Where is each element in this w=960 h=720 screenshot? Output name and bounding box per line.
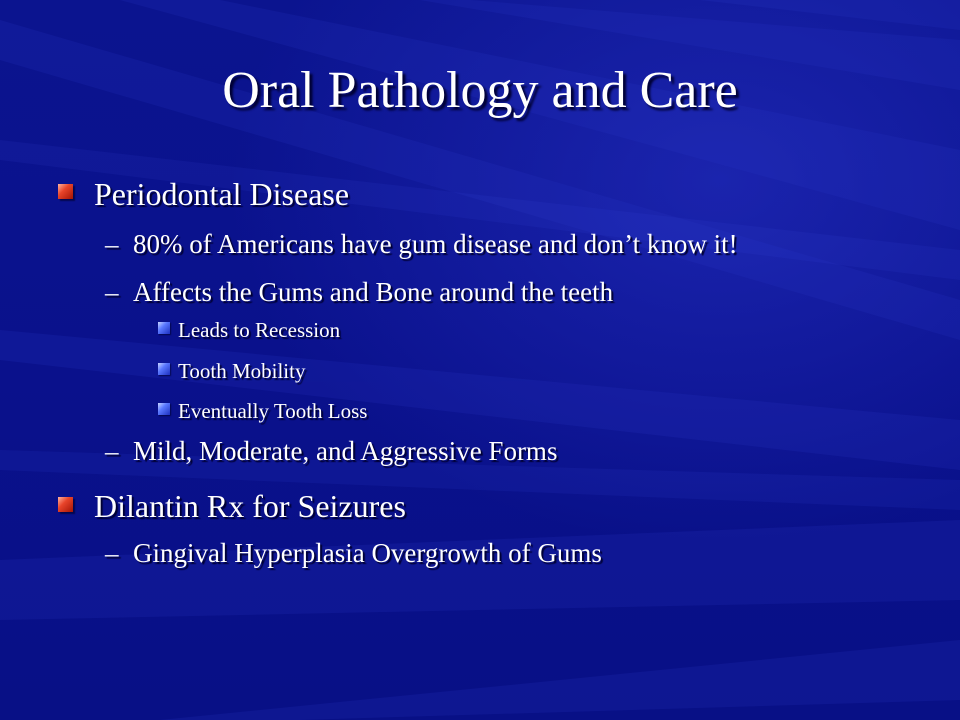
blue-square-bullet-icon [158, 322, 170, 334]
subitem-tooth-mobility: Tooth Mobility [178, 359, 306, 383]
subitem-eventually-tooth-loss: Eventually Tooth Loss [178, 399, 368, 423]
blue-square-bullet-icon [158, 403, 170, 415]
red-square-bullet-icon [58, 497, 73, 512]
dash-bullet-icon: – [105, 277, 119, 307]
red-square-bullet-icon [58, 184, 73, 199]
bullet-dilantin-rx: Dilantin Rx for Seizures [94, 488, 406, 524]
subitem-affects-gums-bone: Affects the Gums and Bone around the teeth [133, 277, 614, 307]
dash-bullet-icon: – [105, 436, 119, 466]
blue-square-bullet-icon [158, 363, 170, 375]
subitem-gingival-hyperplasia: Gingival Hyperplasia Overgrowth of Gums [133, 538, 602, 568]
slide-title: Oral Pathology and Care [222, 62, 738, 119]
subitem-mild-moderate-aggressive: Mild, Moderate, and Aggressive Forms [133, 436, 558, 466]
subitem-americans-gum-disease: 80% of Americans have gum disease and don’t know it! [133, 229, 738, 259]
dash-bullet-icon: – [105, 229, 119, 259]
dash-bullet-icon: – [105, 538, 119, 568]
bullet-periodontal-disease: Periodontal Disease [94, 176, 350, 212]
subitem-leads-to-recession: Leads to Recession [178, 318, 341, 342]
